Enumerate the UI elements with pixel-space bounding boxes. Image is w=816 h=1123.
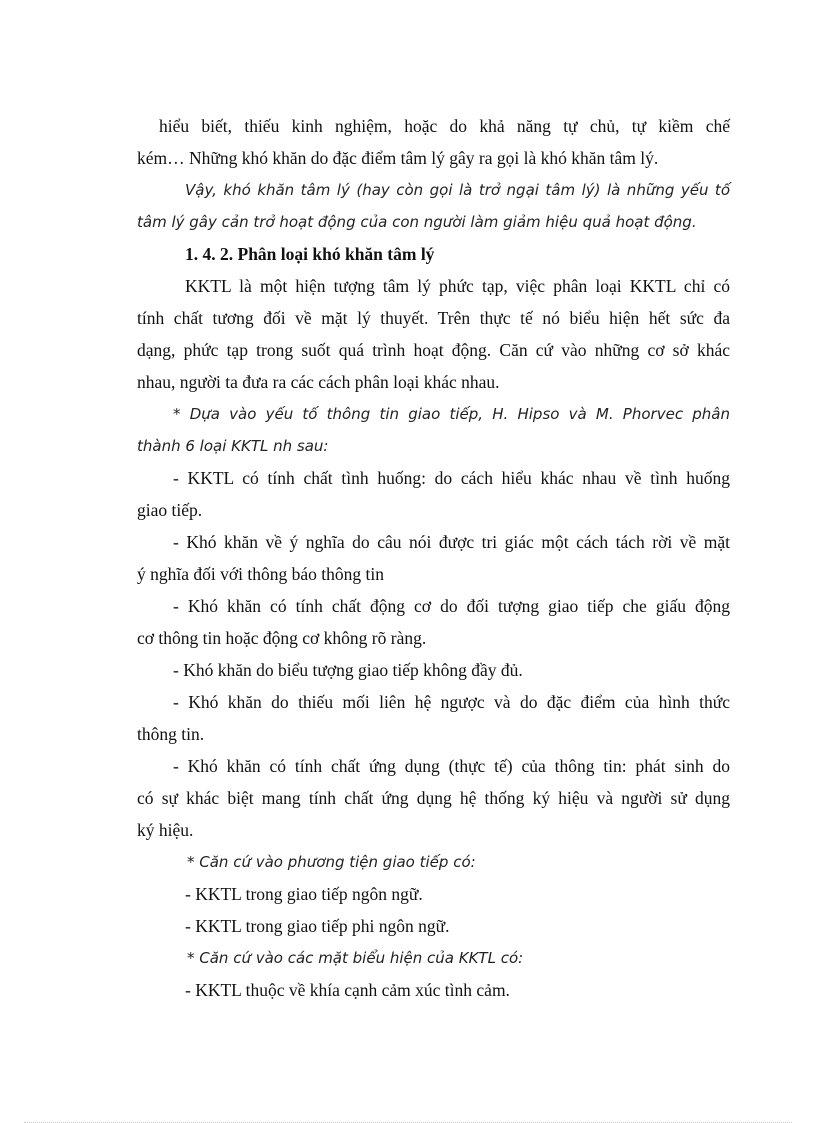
list-item-continuation: thông tin. [137, 724, 205, 744]
paragraph-line-italic: Vậy, khó khăn tâm lý (hay còn gọi là trở ngại tâm lý) là những yếu tố [185, 181, 730, 199]
paragraph-line: hiểu biết, thiếu kinh nghiệm, hoặc do khả năng tự chủ, tự kiềm chế [159, 116, 730, 136]
list-item: - Khó khăn về ý nghĩa do câu nói được tri giác một cách tách rời về mặt [173, 532, 730, 552]
document-body [137, 110, 730, 1006]
subsection-label-italic: * Căn cứ vào các mặt biểu hiện của KKTL có: [187, 949, 524, 967]
paragraph-line-italic: * Dựa vào yếu tố thông tin giao tiếp, H. Hipso và M. Phorvec phân [173, 405, 730, 423]
paragraph-line-italic: tâm lý gây cản trở hoạt động của con người làm giảm hiệu quả hoạt động. [137, 213, 697, 231]
list-item-continuation: giao tiếp. [137, 500, 203, 520]
paragraph-line: kém… Những khó khăn do đặc điểm tâm lý gây ra gọi là khó khăn tâm lý. [137, 148, 659, 168]
paragraph-line: KKTL là một hiện tượng tâm lý phức tạp, việc phân loại KKTL chỉ có [185, 276, 730, 296]
paragraph-line: dạng, phức tạp trong suốt quá trình hoạt động. Căn cứ vào những cơ sở khác [137, 340, 730, 360]
list-item: - KKTL trong giao tiếp ngôn ngữ. [185, 884, 423, 904]
paragraph-line-italic: thành 6 loại KKTL nh sau: [137, 437, 329, 455]
list-item-continuation: ký hiệu. [137, 820, 194, 840]
list-item: - KKTL trong giao tiếp phi ngôn ngữ. [185, 916, 450, 936]
list-item-continuation: cơ thông tin hoặc động cơ không rõ ràng. [137, 628, 427, 648]
list-item: - KKTL có tính chất tình huống: do cách hiểu khác nhau về tình huống [173, 468, 730, 488]
list-item: - Khó khăn có tính chất động cơ do đối tượng giao tiếp che giấu động [173, 596, 730, 616]
paragraph-line: nhau, người ta đưa ra các cách phân loại khác nhau. [137, 372, 500, 392]
list-item-continuation: ý nghĩa đối với thông báo thông tin [137, 564, 384, 584]
paragraph-line: tính chất tương đối về mặt lý thuyết. Trên thực tế nó biểu hiện hết sức đa [137, 308, 730, 328]
subsection-label-italic: * Căn cứ vào phương tiện giao tiếp có: [187, 853, 476, 871]
list-item: - Khó khăn do thiếu mối liên hệ ngược và do đặc điểm của hình thức [173, 692, 730, 712]
list-item: - Khó khăn do biểu tượng giao tiếp không đầy đủ. [173, 660, 523, 680]
section-heading: 1. 4. 2. Phân loại khó khăn tâm lý [185, 244, 435, 264]
list-item: - Khó khăn có tính chất ứng dụng (thực tế) của thông tin: phát sinh do [173, 756, 730, 776]
list-item: - KKTL thuộc về khía cạnh cảm xúc tình cảm. [185, 980, 510, 1000]
list-item-continuation: có sự khác biệt mang tính chất ứng dụng hệ thống ký hiệu và người sử dụng [137, 788, 730, 808]
